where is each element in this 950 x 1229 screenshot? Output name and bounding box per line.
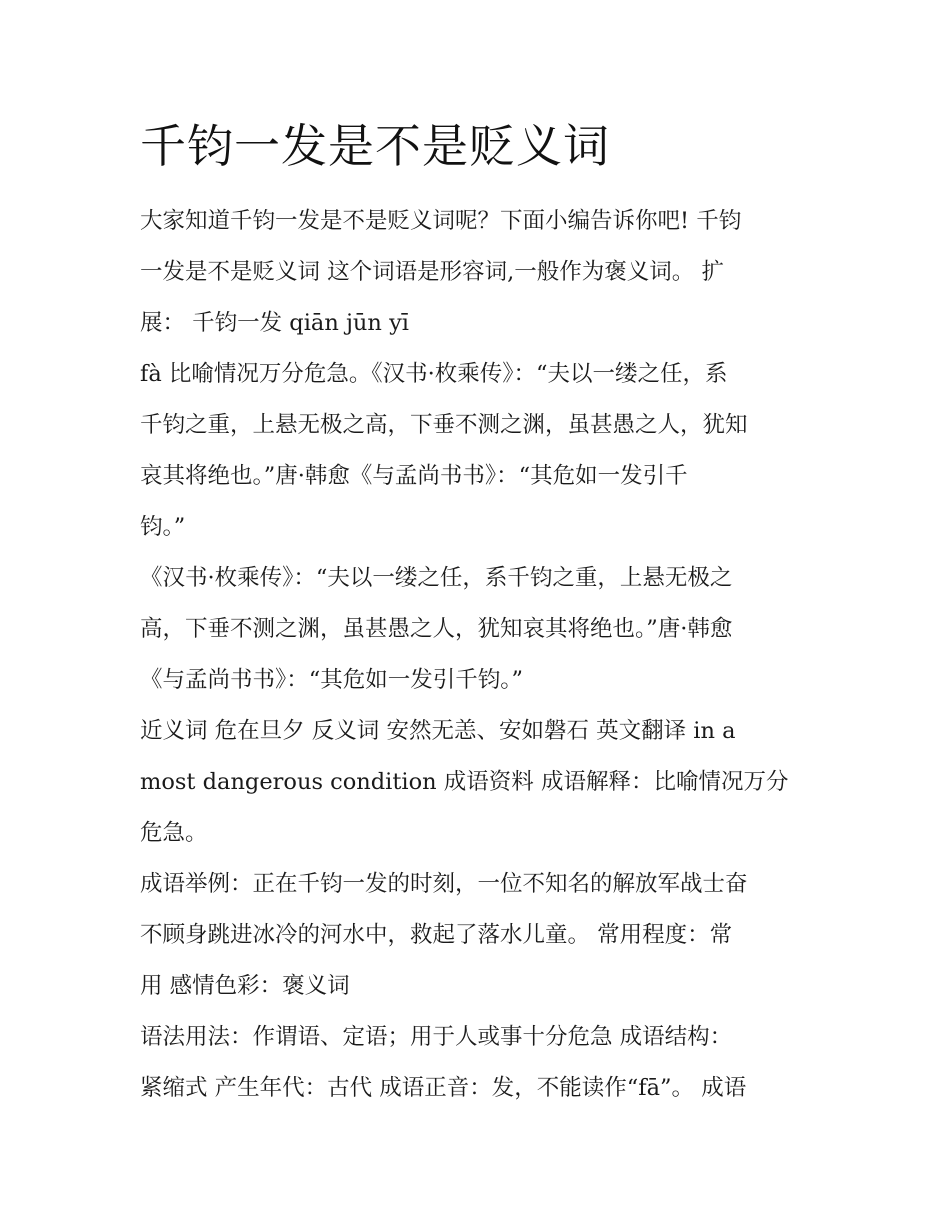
text-line: 《汉书·枚乘传》：“夫以一缕之任，系千钧之重，上悬无极之 <box>140 565 733 591</box>
text-line: fà 比喻情况万分危急。《汉书·枚乘传》：“夫以一缕之任，系 <box>140 361 728 387</box>
text-line: 近义词 危在旦夕 反义词 安然无恙、安如磐石 英文翻译 in a <box>140 718 736 744</box>
text-line: 钧。” <box>140 514 186 540</box>
text-line: 展： 千钧一发 qiān jūn yī <box>140 310 409 336</box>
text-line: 哀其将绝也。”唐·韩愈《与孟尚书书》：“其危如一发引千 <box>140 463 688 489</box>
text-line: 大家知道千钧一发是不是贬义词呢？下面小编告诉你吧! 千钧 <box>140 208 742 234</box>
text-line: 《与孟尚书书》：“其危如一发引千钧。” <box>140 667 524 693</box>
text-line: 不顾身跳进冰冷的河水中，救起了落水儿童。 常用程度：常 <box>140 922 733 948</box>
text-line: 一发是不是贬义词 这个词语是形容词,一般作为褒义词。 扩 <box>140 259 724 285</box>
document-title: 千钧一发是不是贬义词 <box>140 119 610 173</box>
text-line: 用 感情色彩：褒义词 <box>140 973 350 999</box>
document-body <box>140 196 816 1114</box>
text-line: 千钧之重，上悬无极之高，下垂不测之渊，虽甚愚之人，犹知 <box>140 412 748 438</box>
text-line: 危急。 <box>140 820 208 846</box>
text-line: 紧缩式 产生年代：古代 成语正音：发，不能读作“fā”。 成语 <box>140 1075 747 1101</box>
text-line: 高，下垂不测之渊，虽甚愚之人，犹知哀其将绝也。”唐·韩愈 <box>140 616 733 642</box>
text-line: most dangerous condition 成语资料 成语解释：比喻情况万分 <box>140 769 789 795</box>
text-line: 成语举例：正在千钧一发的时刻，一位不知名的解放军战士奋 <box>140 871 748 897</box>
text-line: 语法用法：作谓语、定语；用于人或事十分危急 成语结构： <box>140 1024 733 1050</box>
